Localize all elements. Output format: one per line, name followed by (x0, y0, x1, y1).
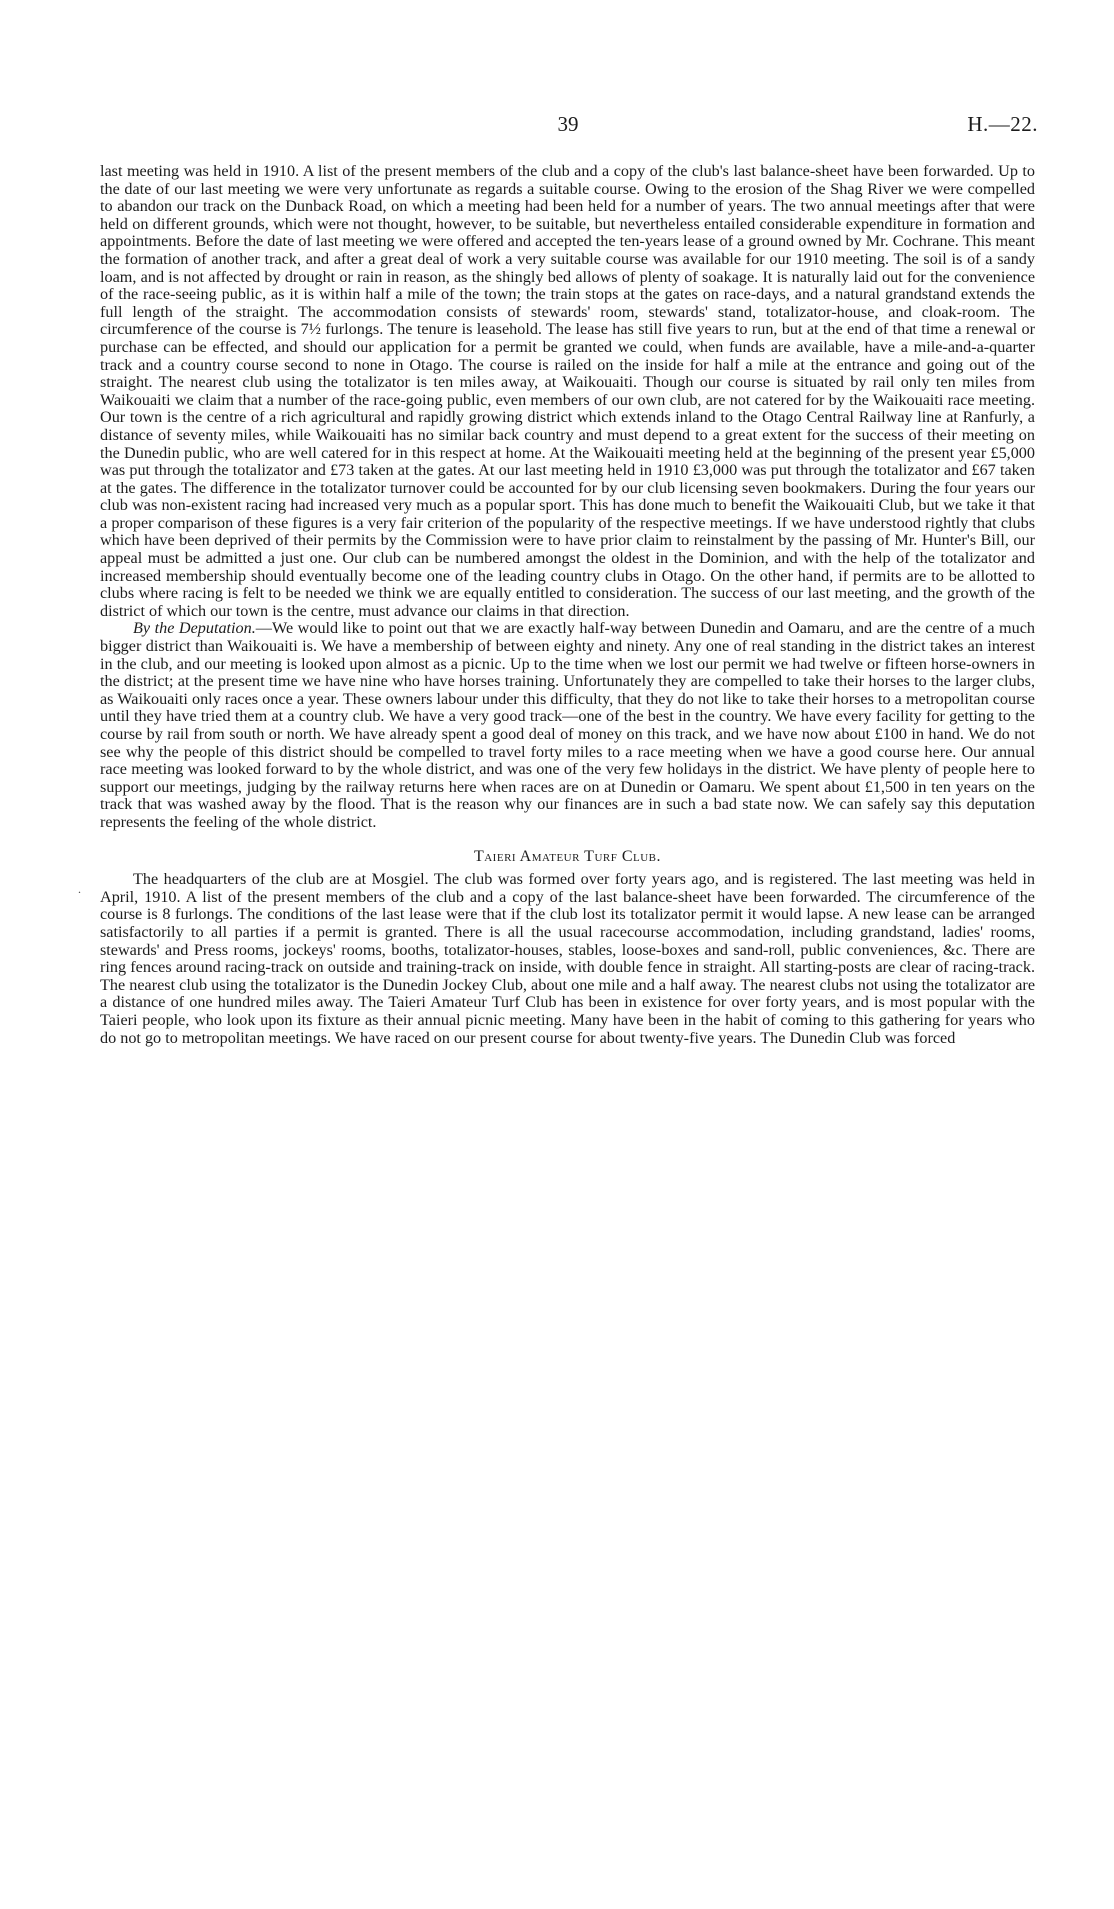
section-heading: Taieri Amateur Turf Club. (473, 847, 662, 865)
document-reference: H.—22. (967, 112, 1038, 136)
deputation-text: —We would like to point out that we are exactly half-way between Dunedin and Oamaru, and are the centre of a much bigger district than Waikouaiti is. We have a membership of between eighty and ninety. Any one of real standing in the district takes an interest in the club, and our meeting is looked upon almost as a picnic. Up to the time when we lost our permit we had twelve or fifteen horse-owners in the district; at the present time we have nine who have horses training. Unfortunately they are compelled to take their horses to the larger clubs, as Waikouaiti only races once a year. These owners labour under this difficulty, that they do not like to take their horses to a metropolitan course until they have tried them at a country club. We have a very good track—one of the best in the country. We have every facility for getting to the course by rail from south or north. We have already spent a good deal of money on this track, and we have now about £100 in hand. We do not see why the people of this district should be compelled to travel forty miles to a race meeting when we have a good course here. Our annual race meeting was looked forward to by the whole district, and was one of the very few holidays in the district. We have plenty of people here to support our meetings, judging by the railway returns here when races are on at Dunedin or Oamaru. We spent about £1,500 in ten years on the track that was washed away by the flood. That is the reason why our finances are in such a bad state now. We can safely say this deputation represents the feeling of the whole district. (100, 619, 1035, 831)
body-text (100, 163, 1035, 1047)
page-number: 39 (557, 112, 579, 136)
deputation-lead: By the Deputation. (133, 619, 256, 638)
paragraph-deputation (100, 620, 1035, 831)
paragraph-taieri: The headquarters of the club are at Mosgiel. The club was formed over forty years ago, and is registered. The last meeting was held in April, 1910. A list of the present members of the club and a copy of the last balance-sheet have been forwarded. The circumference of the course is 8 furlongs. The conditions of the last lease were that if the club lost its totalizator permit it would lapse. A new lease can be arranged satisfactorily to all parties if a permit is granted. There is all the usual racecourse accommodation, including grandstand, ladies' rooms, stewards' and Press rooms, jockeys' rooms, booths, totalizator-houses, stables, loose-boxes and sand-roll, public conveniences, &c. There are ring fences around racing-track on outside and training-track on inside, with double fence in straight. All starting-posts are clear of racing-track. The nearest club using the totalizator is the Dunedin Jockey Club, about one mile and a half away. The nearest clubs not using the totalizator are a distance of one hundred miles away. The Taieri Amateur Turf Club has been in existence for over forty years, and is most popular with the Taieri people, who look upon its fixture as their annual picnic meeting. Many have been in the habit of coming to this gathering for years who do not go to metropolitan meetings. We have raced on our present course for about twenty-five years. The Dunedin Club was forced (100, 870, 1035, 1047)
margin-mark: . (78, 882, 81, 896)
paragraph-club-course: last meeting was held in 1910. A list of the present members of the club and a copy of the club's last balance-sheet have been forwarded. Up to the date of our last meeting we were very unfortunate as regards a suitable course. Owing to the erosion of the Shag River we were compelled to abandon our track on the Dunback Road, on which a meeting had been held for a number of years. The two annual meetings after that were held on different grounds, which were not thought, however, to be suitable, but nevertheless entailed considerable expenditure in formation and appointments. Before the date of last meeting we were offered and accepted the ten-years lease of a ground owned by Mr. Cochrane. This meant the formation of another track, and after a great deal of work a very suitable course was available for our 1910 meeting. The soil is of a sandy loam, and is not affected by drought or rain in reason, as the shingly bed allows of plenty of soakage. It is naturally laid out for the convenience of the race-seeing public, as it is within half a mile of the town; the train stops at the gates on race-days, and a natural grandstand extends the full length of the straight. The accommodation consists of stewards' room, stewards' stand, totalizator-house, and cloak-room. The circumference of the course is 7½ furlongs. The tenure is leasehold. The lease has still five years to run, but at the end of that time a renewal or purchase can be effected, and should our application for a permit be granted we could, when funds are available, have a mile-and-a-quarter track and a country course second to none in Otago. The course is railed on the inside for half a mile at the entrance and going out of the straight. The nearest club using the totalizator is ten miles away, at Waikouaiti. Though our course is situated by rail only ten miles from Waikouaiti we claim that a number of the race-going public, even members of our own club, are not catered for by the Waikouaiti race meeting. Our town is the centre of a rich agricultural and rapidly growing district which extends inland to the Otago Central Railway line at Ranfurly, a distance of seventy miles, while Waikouaiti has no similar back country and must depend to a great extent for the success of their meeting on the Dunedin public, who are well catered for in this respect at home. At the Waikouaiti meeting held at the beginning of the present year £5,000 was put through the totalizator and £73 taken at the gates. At our last meeting held in 1910 £3,000 was put through the totalizator and £67 taken at the gates. The difference in the totalizator turnover could be accounted for by our club licensing seven bookmakers. During the four years our club was non-existent racing had increased very much as a popular sport. This has done much to benefit the Waikouaiti Club, but we take it that a proper comparison of these figures is a very fair criterion of the popularity of the respective meetings. If we have understood rightly that clubs which have been deprived of their permits by the Commission were to have prior claim to reinstalment by the passing of Mr. Hunter's Bill, our appeal must be admitted a just one. Our club can be numbered amongst the oldest in the Dominion, and with the help of the totalizator and increased membership should eventually become one of the leading country clubs in Otago. On the other hand, if permits are to be allotted to clubs where racing is felt to be needed we think we are equally entitled to consideration. The success of our last meeting, and the growth of the district of which our town is the centre, must advance our claims in that direction. (100, 162, 1035, 620)
page-header (98, 112, 1038, 142)
